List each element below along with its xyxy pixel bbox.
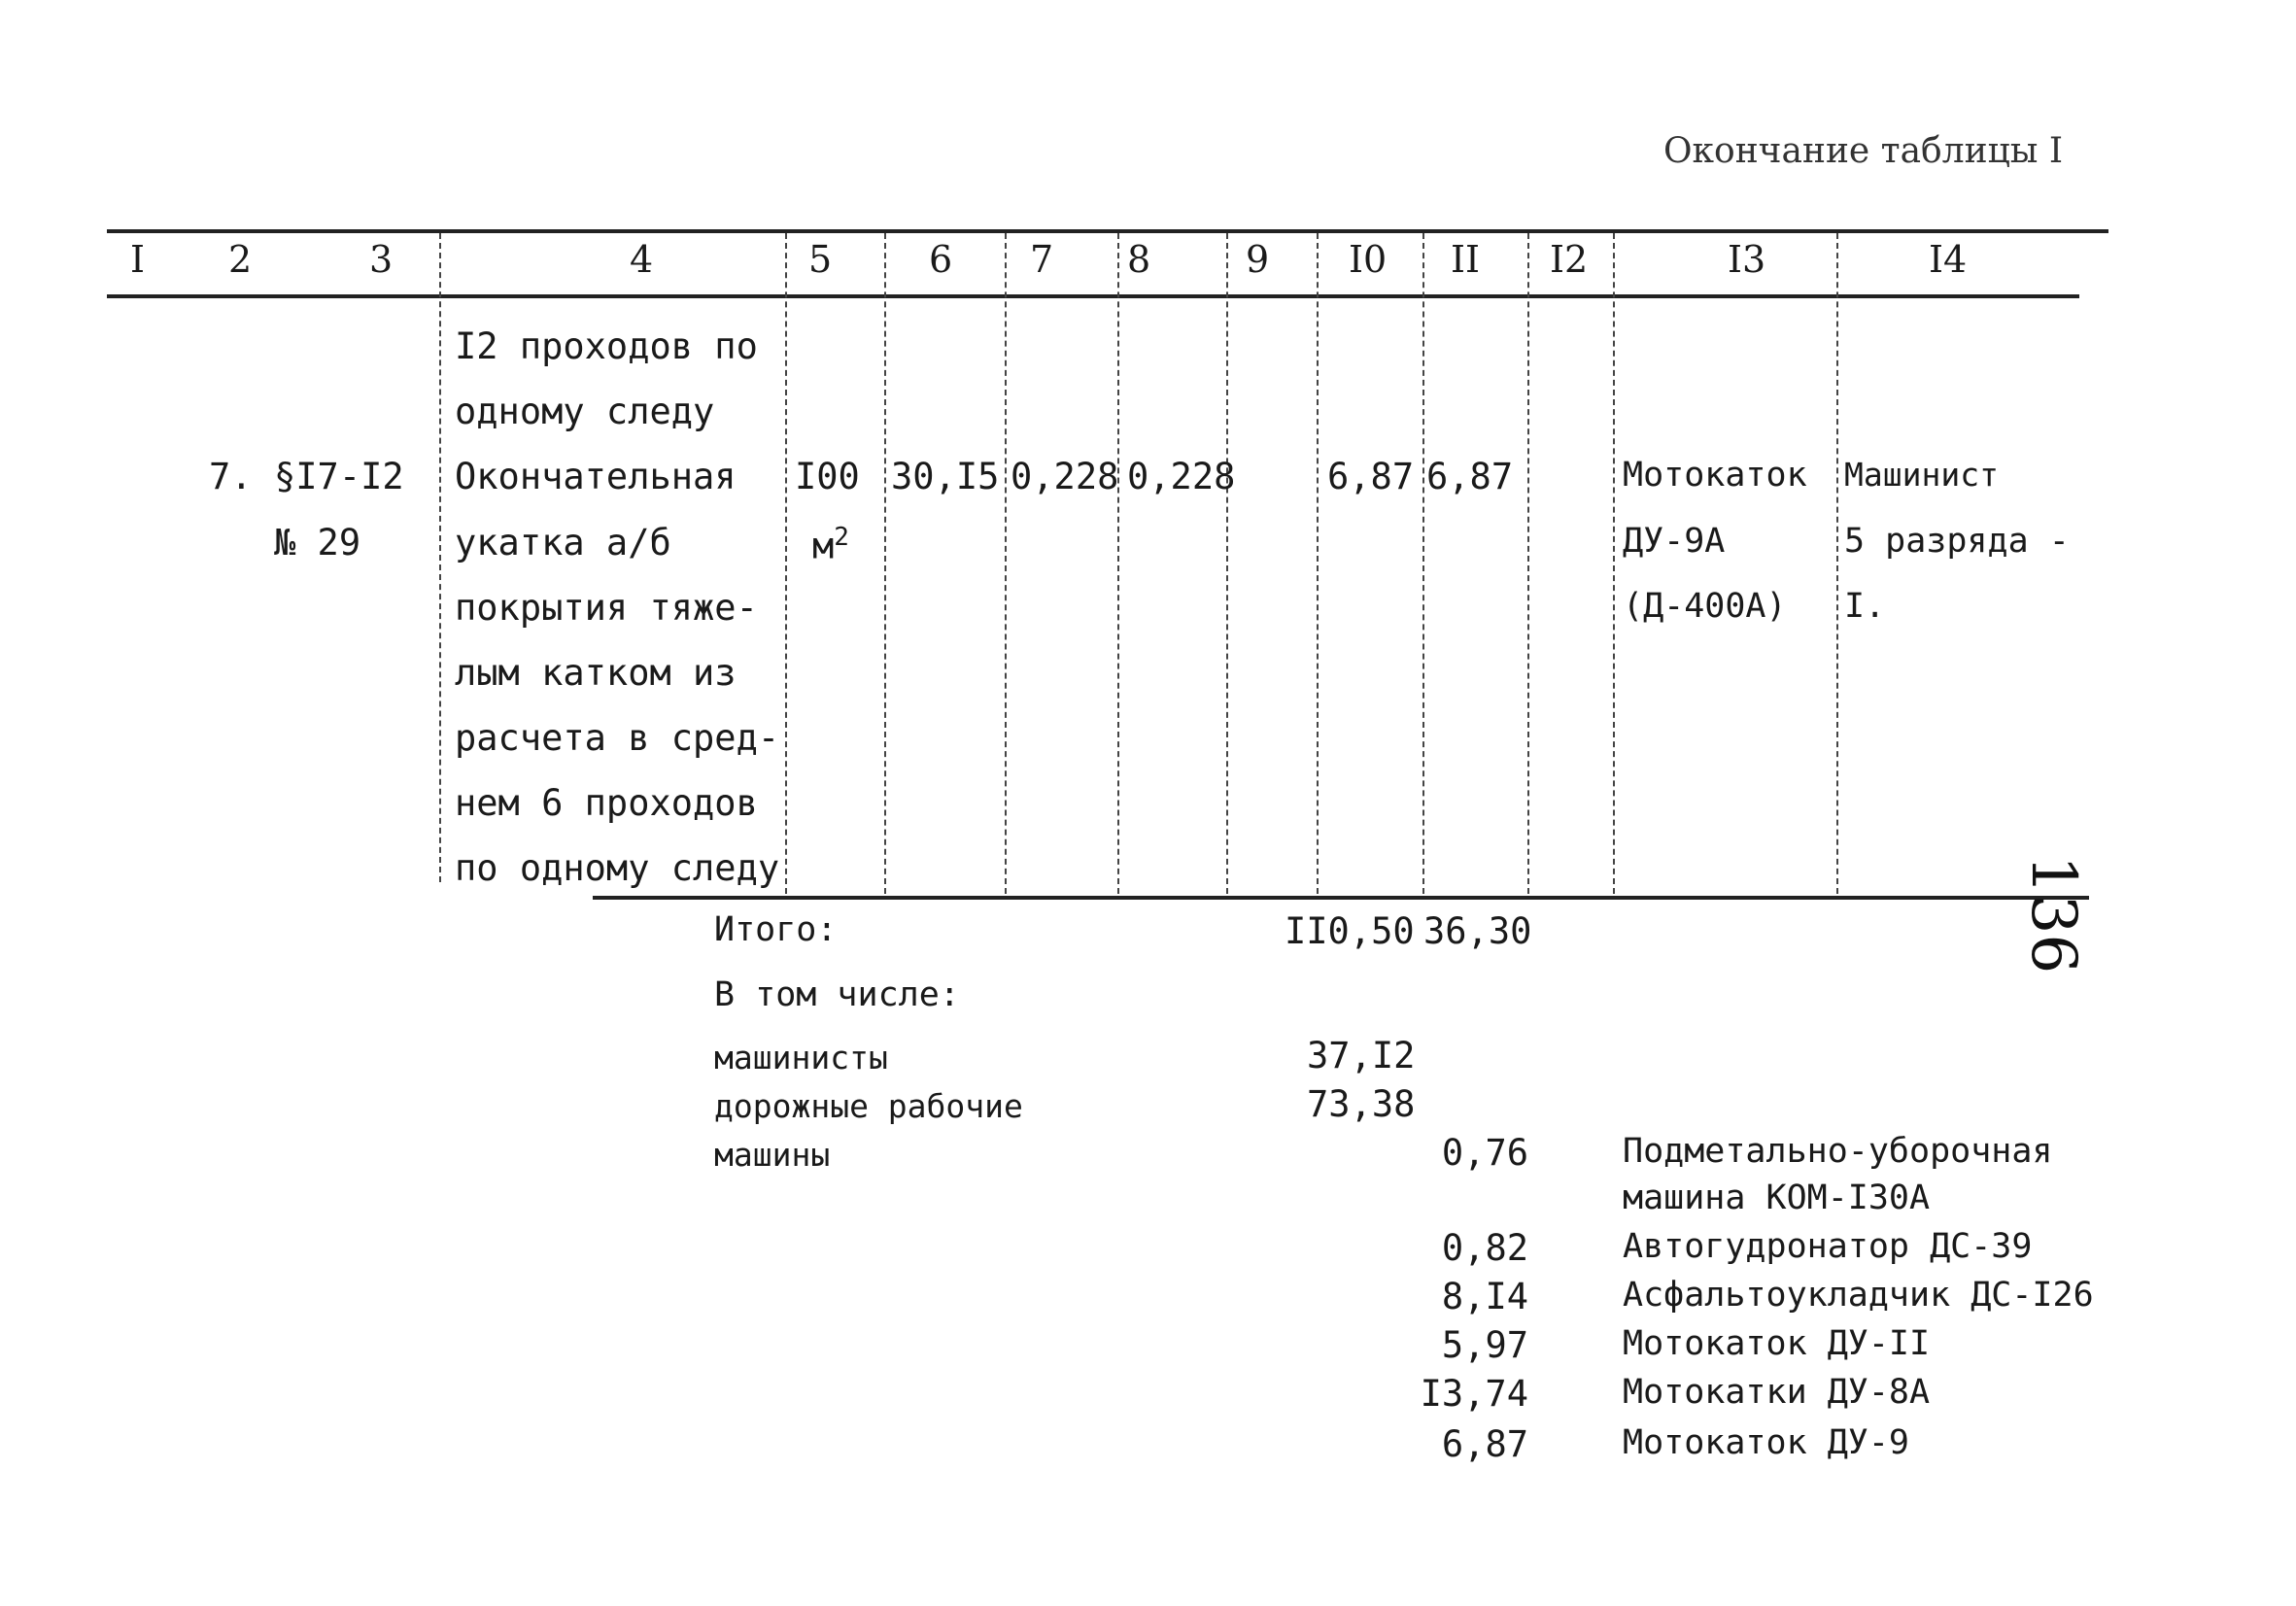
description-line: расчета в сред-	[455, 717, 780, 759]
worker-line: 5 разряда -	[1844, 522, 2070, 561]
worker-line: Машинист	[1844, 456, 1999, 494]
totals-col10: II0,50	[1285, 910, 1415, 952]
column-header: 8	[1127, 238, 1151, 281]
machine-name: машина КОМ-I30А	[1623, 1179, 1931, 1217]
machine-name: Автогудронатор ДС-39	[1623, 1227, 2033, 1266]
norm-code: §I7-I2	[274, 456, 404, 497]
column-rule	[1422, 233, 1424, 894]
description-line: по одному следу	[455, 847, 780, 889]
machine-line: ДУ-9А	[1623, 522, 1726, 561]
description-line: одному следу	[455, 391, 715, 432]
column-header: 6	[929, 238, 953, 281]
norm-number: № 29	[274, 522, 361, 564]
column-header: I3	[1728, 238, 1766, 281]
totals-col11: 36,30	[1423, 910, 1532, 952]
column-rule	[1836, 233, 1838, 894]
machine-hours: 0,82	[1441, 1227, 1528, 1269]
machine-hours: 5,97	[1441, 1324, 1528, 1366]
column-rule	[785, 233, 787, 894]
column-header: I4	[1929, 238, 1968, 281]
description-line: нем 6 проходов	[455, 782, 758, 824]
machine-name: Мотокатки ДУ-8А	[1623, 1373, 1931, 1412]
unit-value: I00	[795, 456, 860, 497]
description-line: Окончательная	[455, 456, 737, 497]
column-rule	[439, 233, 441, 882]
header-bottom-rule	[107, 294, 2079, 298]
machine-name: Мотокаток ДУ-9	[1623, 1423, 1910, 1462]
drivers-label: машинисты	[714, 1039, 888, 1076]
totals-label: Итого:	[714, 910, 838, 949]
drivers-value: 37,I2	[1307, 1035, 1416, 1076]
worker-line: I.	[1844, 587, 1886, 626]
column-header: I2	[1550, 238, 1589, 281]
col8-value: 0,228	[1127, 456, 1236, 497]
header-top-rule	[107, 229, 2108, 233]
description-line: лым катком из	[455, 652, 737, 694]
col10-value: 6,87	[1327, 456, 1415, 497]
machine-line: (Д-400А)	[1623, 587, 1787, 626]
column-rule	[884, 233, 886, 894]
machine-name: Асфальтоукладчик ДС-I26	[1623, 1276, 2094, 1315]
column-header: 4	[630, 238, 654, 281]
including-label: В том числе:	[714, 975, 960, 1014]
machine-hours: I3,74	[1420, 1373, 1528, 1415]
description-line: укатка а/б	[455, 522, 671, 564]
road-workers-value: 73,38	[1307, 1083, 1416, 1125]
description-line: I2 проходов по	[455, 325, 758, 367]
column-header: 7	[1030, 238, 1054, 281]
col11-value: 6,87	[1426, 456, 1514, 497]
column-header: II	[1451, 238, 1481, 281]
machine-hours: 0,76	[1441, 1132, 1528, 1174]
column-rule	[1613, 233, 1615, 894]
table-bottom-rule	[593, 896, 2089, 900]
machines-label: машины	[714, 1136, 831, 1174]
unit-exponent: 2	[834, 523, 849, 552]
column-header: I	[130, 238, 146, 281]
machine-name: Подметально-уборочная	[1623, 1132, 2053, 1171]
machine-line: Мотокаток	[1623, 456, 1807, 495]
row-number: 7.	[209, 456, 253, 497]
table-caption: Окончание таблицы I	[1663, 131, 2064, 171]
col6-value: 30,I5	[891, 456, 1000, 497]
column-header: 5	[808, 238, 833, 281]
column-rule	[1117, 233, 1119, 894]
description-line: покрытия тяже-	[455, 587, 758, 629]
column-rule	[1005, 233, 1007, 894]
machine-hours: 6,87	[1441, 1423, 1528, 1465]
page-number: 136	[2017, 855, 2089, 974]
machine-name: Мотокаток ДУ-II	[1623, 1324, 1931, 1363]
column-rule	[1317, 233, 1319, 894]
col7-value: 0,228	[1011, 456, 1119, 497]
machine-hours: 8,I4	[1441, 1276, 1528, 1317]
column-header: 2	[228, 238, 253, 281]
unit-base: м	[812, 525, 835, 567]
column-header: 3	[369, 238, 394, 281]
column-rule	[1527, 233, 1529, 894]
column-header: I0	[1349, 238, 1388, 281]
column-header: 9	[1246, 238, 1270, 281]
unit-name	[812, 523, 849, 567]
road-workers-label: дорожные рабочие	[714, 1087, 1023, 1125]
column-rule	[1226, 233, 1228, 894]
